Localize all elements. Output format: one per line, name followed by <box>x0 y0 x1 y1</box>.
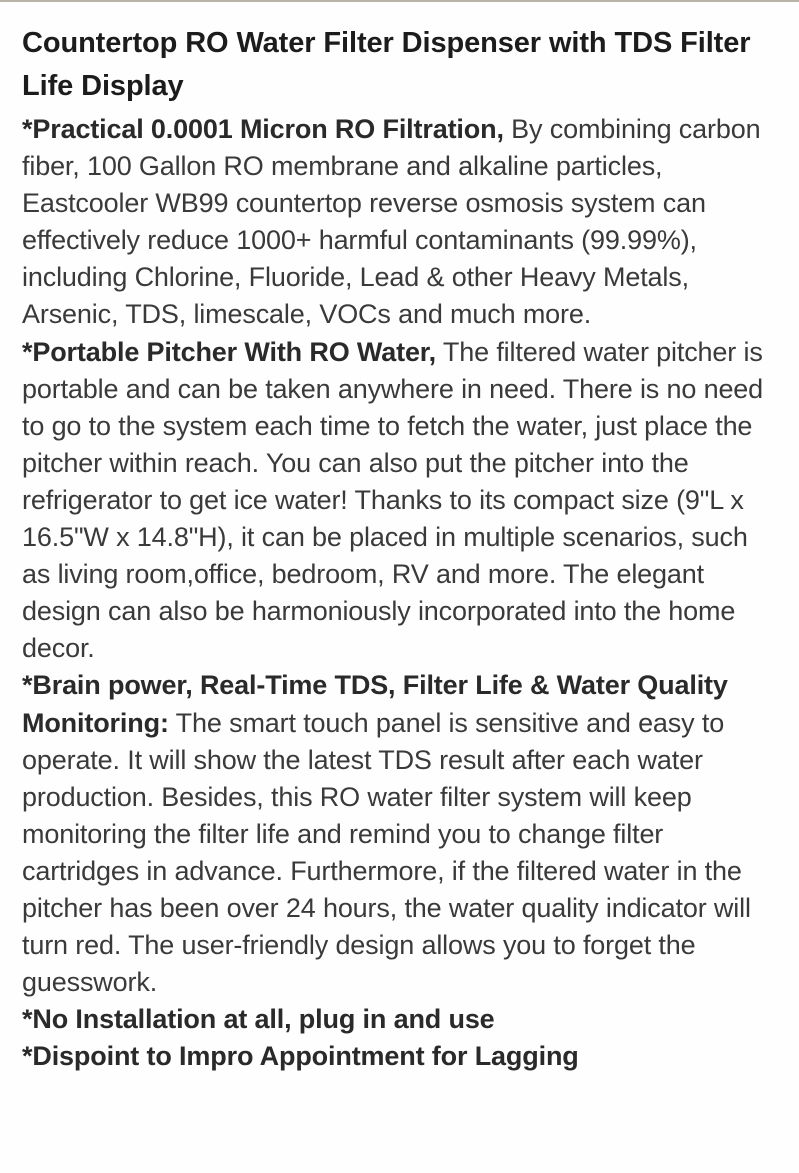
feature-bullet-filtration <box>22 111 782 334</box>
feature-bullet-cutoff <box>22 1038 782 1075</box>
bullet-heading: *No Installation at all, plug in and use <box>22 1004 495 1035</box>
bullet-heading: *Brain power <box>22 670 186 701</box>
feature-bullet-pitcher <box>22 334 782 668</box>
bullet-text: By combining carbon fiber, 100 Gallon RO membrane and alkaline particles, Eastcooler WB99 countertop reverse osmosis system can effectively reduce 1000+ harmful contaminants (99.99%), including Chlorine, Fluoride, Lead & other Heavy Metals, Arsenic, TDS, limescale, VOCs and much more. <box>22 114 761 330</box>
feature-bullet-monitoring <box>22 667 782 1001</box>
product-description <box>22 22 782 1075</box>
bullet-heading-continued: , Real-Time TDS, Filter Life & Water Quality Monitoring: <box>22 670 728 738</box>
bullet-heading: *Portable Pitcher With RO Water, <box>22 336 437 367</box>
product-title: Countertop RO Water Filter Dispenser with TDS Filter Life Display <box>22 27 751 102</box>
feature-bullet-installation <box>22 1001 782 1038</box>
bullet-heading: *Practical 0.0001 Micron RO Filtration, <box>22 114 504 144</box>
bullet-heading: *Dispoint to Impro Appointment for Lagging <box>22 1041 579 1072</box>
bullet-text: The smart touch panel is sensitive and easy to operate. It will show the latest TDS result after each water production. Besides, this RO water filter system will keep monitoring the filter life and remind you to change filter cartridges in advance. Furthermore, if the filtered water in the pitcher has been over 24 hours, the water quality indicator will turn red. The user-friendly design allows you to forget the guesswork. <box>22 707 751 998</box>
bullet-text: The filtered water pitcher is portable and can be taken anywhere in need. There is no need to go to the system each time to fetch the water, just place the pitcher within reach. You can also put the pitcher into the refrigerator to get ice water! Thanks to its compact size (9"L x 16.5"W x 14.8"H), it can be placed in multiple scenarios, such as living room,office, bedroom, RV and more. The elegant design can also be harmoniously incorporated into the home decor. <box>22 336 764 664</box>
top-divider <box>0 0 799 2</box>
